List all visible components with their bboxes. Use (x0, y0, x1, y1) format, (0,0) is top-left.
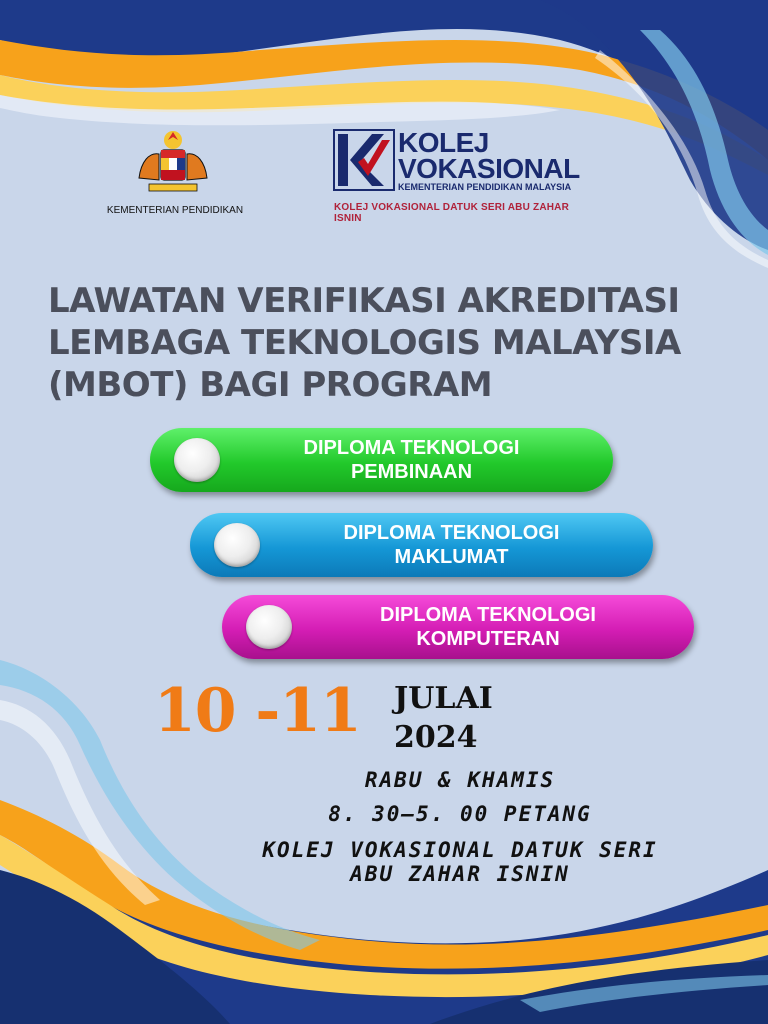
kv-logo-line2: VOKASIONAL (398, 153, 580, 184)
malaysia-coat-of-arms-icon (135, 128, 211, 196)
event-days: 10 -11 (154, 676, 361, 746)
event-year: 2024 (394, 720, 478, 755)
event-venue-line-2: ABU ZAHAR ISNIN (350, 862, 570, 886)
pill-knob-icon (214, 523, 260, 567)
program-line-1: DIPLOMA TEKNOLOGI (343, 522, 560, 544)
kv-logo-line1: KOLEJ (398, 127, 489, 158)
kv-logo-subtitle: KEMENTERIAN PENDIDIKAN MALAYSIA (398, 182, 572, 192)
program-line-1: DIPLOMA TEKNOLOGI (303, 437, 520, 459)
title-line-2: LEMBAGA TEKNOLOGIS MALAYSIA (48, 323, 681, 363)
program-line-1: DIPLOMA TEKNOLOGI (380, 604, 596, 626)
event-month: JULAI (394, 681, 493, 716)
event-title (48, 280, 748, 406)
program-label (270, 521, 633, 569)
program-line-2: KOMPUTERAN (416, 628, 560, 650)
ministry-label: KEMENTERIAN PENDIDIKAN (106, 205, 244, 216)
event-weekday: RABU & KHAMIS (364, 768, 556, 792)
title-line-3: (MBOT) BAGI PROGRAM (48, 365, 493, 405)
program-label (230, 436, 593, 484)
title-line-1: LAWATAN VERIFIKASI AKREDITASI (48, 281, 680, 321)
program-pill-komputeran (222, 595, 694, 659)
program-label (302, 603, 674, 651)
kolej-vokasional-logo-icon (332, 128, 396, 192)
program-line-2: PEMBINAAN (350, 461, 473, 483)
event-time: 8. 30—5. 00 PETANG (328, 802, 592, 826)
program-pill-maklumat (190, 513, 653, 577)
kv-college-name: KOLEJ VOKASIONAL DATUK SERI ABU ZAHAR ISNIN (334, 202, 570, 224)
pill-knob-icon (174, 438, 220, 482)
program-line-2: MAKLUMAT (394, 546, 509, 568)
event-venue-line-1: KOLEJ VOKASIONAL DATUK SERI (262, 838, 658, 862)
pill-knob-icon (246, 605, 292, 649)
program-pill-pembinaan (150, 428, 613, 492)
